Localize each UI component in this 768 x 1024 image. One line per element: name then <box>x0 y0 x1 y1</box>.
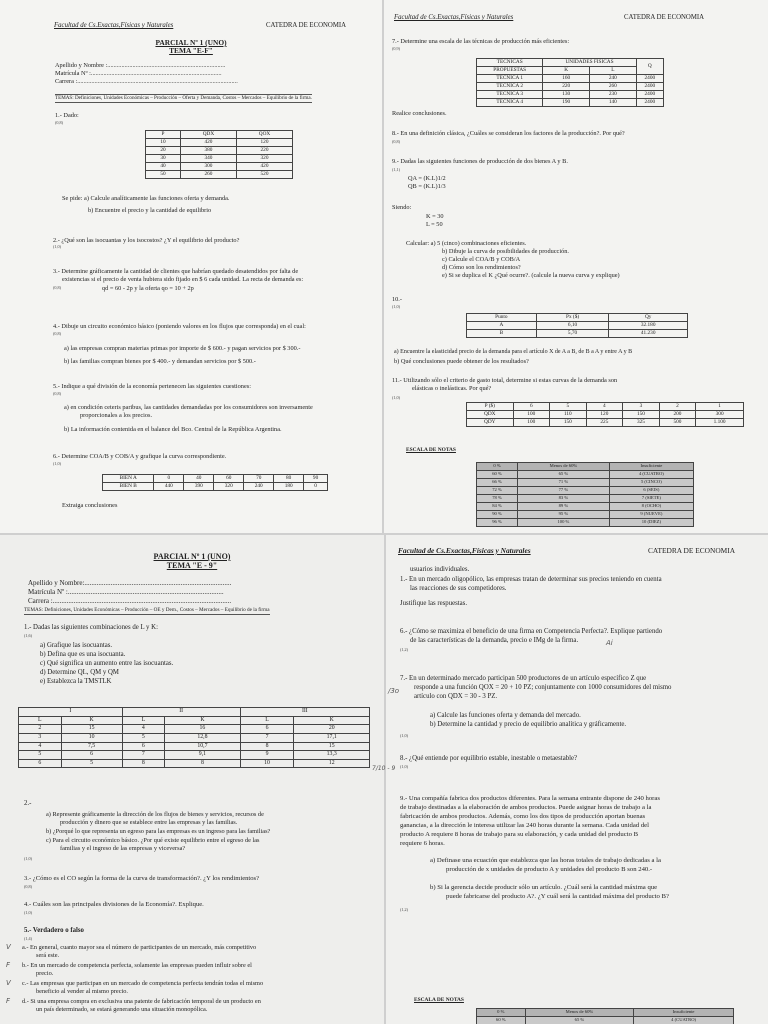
tf-e-line2: las reacciones de sus competidores. <box>410 585 507 592</box>
table-cell: 225 <box>586 419 623 427</box>
question-6-line1: 6.- ¿Cómo se maximiza el beneficio de una firma en Competencia Perfecta?. Explique partiendo <box>400 628 663 635</box>
table-cell: 83 % <box>518 495 610 503</box>
table-cell: 80 <box>274 475 304 483</box>
table-cell: 2400 <box>636 99 663 107</box>
table-cell: BIEN A <box>103 475 154 483</box>
table-cell: TECNICA 3 <box>477 91 543 99</box>
grading-scale-title: ESCALA DE NOTAS <box>414 997 464 1003</box>
table-cell: 60 <box>214 475 244 483</box>
table-cell: 15 <box>61 725 122 734</box>
table-cell: 0 <box>304 483 328 491</box>
question-9-line1: 9.- Una compañía fabrica dos productos diferentes. Para la semana entrante dispone de 240 horas <box>400 795 660 802</box>
question-7-line1: 7.- En un determinado mercado participan 500 productores de un artículo específico Z que <box>400 675 647 682</box>
question-8: 8.- ¿Qué entiende por equilibrio estable, inestable o metaestable? <box>400 755 578 762</box>
table-cell: 8 <box>240 742 294 751</box>
table-cell: 10 (DIEZ) <box>609 519 693 527</box>
table-header: Punto <box>467 314 537 322</box>
question-9-line2: de trabajo destinadas a la elaboración de ambos productos. Puede asignar horas de trabajo a la <box>400 804 652 811</box>
table-header: Menos de 60% <box>525 1009 634 1017</box>
question-10: 10.- <box>392 296 402 303</box>
points-q8: (1,0) <box>400 764 409 769</box>
exam-page-continuation <box>384 0 768 533</box>
table-cell: 10 <box>61 733 122 742</box>
question-9-line6: requiere 6 horas. <box>400 840 445 847</box>
question-7: 7.- Determine una escala de las técnicas de producción más eficientes: <box>392 38 570 45</box>
exam-title: PARCIAL Nº 1 (UNO) <box>153 552 231 561</box>
table-cell: 90 <box>304 475 328 483</box>
table-cell: 420 <box>236 163 292 171</box>
question-2: 2.- <box>24 800 32 807</box>
grading-scale-table <box>476 462 694 527</box>
table-cell: 390 <box>184 483 214 491</box>
table-cell: A <box>467 322 537 330</box>
table-cell: 180 <box>274 483 304 491</box>
table-cell: 6 <box>122 742 165 751</box>
question-1: 1.- Dadas las siguientes combinaciones de L y K: <box>24 624 158 631</box>
function-qa: QA = (K.L)1/2 <box>408 175 446 182</box>
q4-part-b: b) las familias compran bienes por $ 400.- y demandan servicios por $ 500.- <box>64 358 256 365</box>
table-cell: QDX <box>467 411 514 419</box>
table-cell: 89 % <box>518 503 610 511</box>
table-cell: 2 <box>659 403 696 411</box>
question-11-line1: 11.- Utilizando sólo el criterio de gasto total, determine si estas curvas de la demanda son <box>392 377 618 384</box>
table-cell: 50 <box>146 171 181 179</box>
q2-part-c-line1: c) Para el circuito económico básico. ¿Por qué existe equilibrio entre el egreso de las <box>46 837 260 844</box>
tf-b-line2: precio. <box>36 970 54 977</box>
table-cell: 440 <box>154 483 184 491</box>
table-cell: 140 <box>590 99 637 107</box>
points-q2: (1,0) <box>24 856 33 861</box>
table-header: PROPUESTAS <box>477 67 543 75</box>
handwritten-mark: 7/10 - 9 <box>372 765 396 772</box>
table-cell: BIEN B <box>103 483 154 491</box>
question-6: 6.- Determine COA/B y COB/A y grafique la curva correspondiente. <box>53 453 227 460</box>
points-q8: (0,8) <box>392 139 401 144</box>
table-cell: 240 <box>590 75 637 83</box>
table-header: Menos de 60% <box>518 463 610 471</box>
question-9: 9.- Dadas las siguientes funciones de producción de dos bienes A y B. <box>392 158 568 165</box>
table-cell: 95 % <box>518 511 610 519</box>
table-cell: 17,1 <box>294 733 370 742</box>
q1-part-e: e) Establezca la TMSTLK <box>40 678 112 685</box>
question-7-line2: responde a una función QOX = 20 + 10 PZ; conjuntamente con 1000 consumidores del mismo <box>414 684 672 691</box>
chair-name: CATEDRA DE ECONOMIA <box>624 14 705 21</box>
table-cell: 10 <box>240 759 294 768</box>
q5-part-b: b) La información contenida en el balance del Bco. Central de la República Argentina. <box>64 426 282 433</box>
q2-part-b: b) ¿Porqué lo que representa un egreso para las empresas es un ingreso para las familias? <box>46 828 271 835</box>
table-cell: TECNICA 1 <box>477 75 543 83</box>
table-cell: 30 <box>146 155 181 163</box>
table-cell: 65 % <box>518 471 610 479</box>
table-cell: 6 <box>61 751 122 760</box>
table-cell: 100 <box>513 411 550 419</box>
points-q4: (0,8) <box>53 331 62 336</box>
grading-scale-title: ESCALA DE NOTAS <box>406 447 456 453</box>
table-header: 0 % <box>477 463 518 471</box>
table-header: K <box>294 716 370 725</box>
table-cell: 5 <box>550 403 587 411</box>
tf-a-line2: será este. <box>36 952 60 959</box>
question-9-line4: ganancias, a la dirección le interesa utilizar las 240 horas durante la semana. Cada unidad del <box>400 822 650 829</box>
table-cell: 300 <box>696 411 744 419</box>
handwritten-mark: F <box>6 997 11 1005</box>
table-cell: 150 <box>623 411 660 419</box>
value-k: K = 30 <box>426 213 444 220</box>
table-cell: B <box>467 330 537 338</box>
table-cell: 20 <box>294 725 370 734</box>
question-3: 3.- ¿Cómo es el CO según la forma de la curva de transformación?. ¿Y los rendimientos? <box>24 875 260 882</box>
table-cell: 150 <box>550 419 587 427</box>
handwritten-mark: /3o <box>388 687 400 695</box>
tf-a-line1: a.- En general, cuanto mayor sea el número de participantes de un mercado, más competitivo <box>22 944 257 951</box>
table-cell: 71 % <box>518 479 610 487</box>
table-cell: 325 <box>623 419 660 427</box>
q9-part-b-line2: puede fabricarse del producto A?. ¿Y cuál será la cantidad máxima del producto B? <box>446 893 669 900</box>
table-cell: TECNICA 4 <box>477 99 543 107</box>
question-5: 5.- Verdadero o falso <box>24 927 84 934</box>
exam-title: PARCIAL Nº 1 (UNO) <box>155 38 227 47</box>
tf-d-line2: un país determinado, se estará generando una situación monopólica. <box>36 1006 208 1013</box>
name-field: Apellido y Nombre :........................................................................... <box>55 62 226 69</box>
points-q2: (1,0) <box>53 244 62 249</box>
q7-part-a: a) Calcule las funciones oferta y demanda del mercado. <box>430 712 581 719</box>
tf-b-line1: b.- En un mercado de competencia perfecta, solamente las empresas pueden influir sobre el <box>22 962 252 969</box>
table-cell: 420 <box>180 139 236 147</box>
table-header: K <box>61 716 122 725</box>
table-header: 0 % <box>477 1009 526 1017</box>
table-cell: 380 <box>180 147 236 155</box>
table-cell: 110 <box>550 411 587 419</box>
table-cell: 100 <box>513 419 550 427</box>
goods-table <box>102 474 328 491</box>
career-field: Carrera :...................................................................................................... <box>55 78 238 85</box>
grading-scale-table <box>476 1008 734 1024</box>
table-cell: P ($) <box>467 403 514 411</box>
calc-e: e) Si se duplica el K ¿Qué ocurre?. (calcule la nueva curva y explique) <box>442 272 620 279</box>
question-3-line1: 3.- Determine gráficamente la cantidad de clientes que habrían quedado desatendidos por falta de <box>53 268 299 275</box>
table-header: TECNICAS <box>477 59 543 67</box>
question-2: 2.- ¿Qué son las isocuantas y los isocostos? ¿Y el equilibrio del producto? <box>53 237 240 244</box>
faculty-name: Facultad de Cs.Exactas,Físicas y Naturales <box>394 14 514 21</box>
table-cell: 320 <box>214 483 244 491</box>
points-q9: (1,1) <box>392 167 401 172</box>
table-cell: 96 % <box>477 519 518 527</box>
table-header: QDX <box>180 131 236 139</box>
table-header: L <box>590 67 637 75</box>
question-6-line2: de las características de la demanda, precio e IMg de la firma. <box>410 637 579 644</box>
q2-part-c-line2: familias y el ingreso de las empresas y viceversa? <box>60 845 186 852</box>
table-cell: 15 <box>294 742 370 751</box>
points-q9: (1,2) <box>400 907 409 912</box>
id-field: Matrícula Nº :......................................................................................... <box>28 588 224 596</box>
question-11-line2: elásticas o inelásticas. Por qué? <box>412 385 492 392</box>
calc-a: Calcular: a) 5 (cinco) combinaciones eficientes. <box>406 240 527 247</box>
name-field: Apellido y Nombre:.................................................................................... <box>28 579 232 587</box>
table-cell: 160 <box>543 75 590 83</box>
q10-part-a: a) Encuentre la elasticidad precio de la demanda para el artículo X de A a B, de B a A y entre A y B <box>394 349 633 355</box>
conclusions-note: Realice conclusiones. <box>392 110 447 117</box>
points-q3: (0,8) <box>24 884 33 889</box>
calc-d: d) Cómo son los rendimientos? <box>442 264 521 271</box>
table-header: P <box>146 131 181 139</box>
id-field: Matrícula Nº :................................................................................... <box>55 70 222 77</box>
points-q5: (1,4) <box>24 936 33 941</box>
continued-text: usuarios individuales. <box>410 566 470 573</box>
exam-page-continuation-2 <box>386 535 768 1024</box>
table-cell: QDY <box>467 419 514 427</box>
expenditure-table <box>466 402 744 427</box>
handwritten-mark: Ai <box>606 639 613 647</box>
q5-part-a-line1: a) en condición ceteris paribus, las cantidades demandadas por los consumidores son inversamente <box>64 404 313 411</box>
tf-c-line1: c.- Las empresas que participan en un mercado de competencia perfecta tendrán todas el mismo <box>22 980 264 987</box>
table-cell: 1 <box>696 403 744 411</box>
exam-subtitle: TEMA "E - 9" <box>166 561 218 570</box>
table-cell: 260 <box>180 171 236 179</box>
q2-part-a-line2: producción y dinero que se establece entre las empresas y las familias. <box>60 819 238 826</box>
table-cell: 5 (CINCO) <box>609 479 693 487</box>
table-cell: 2 <box>19 725 62 734</box>
tf-c-line2: beneficio al vender al mismo precio. <box>36 988 128 995</box>
table-cell: 220 <box>236 147 292 155</box>
table-cell: 40 <box>184 475 214 483</box>
table-cell: 10 <box>146 139 181 147</box>
question-3-line3: qd = 60 - 2p y la oferta qo = 10 + 2p <box>102 285 194 292</box>
table-cell: 7 <box>122 751 165 760</box>
table-header: K <box>165 716 241 725</box>
table-cell: 41.230 <box>609 330 688 338</box>
q5-part-a-line2: proporcionales a los precios. <box>80 412 153 419</box>
table-cell: 84 % <box>477 503 518 511</box>
question-4: 4.- Dibuje un circuito económico básico (poniendo valores en los flujos que corresponda) en el cual: <box>53 323 306 330</box>
points-q11: (1,0) <box>392 395 401 400</box>
question-9-line3: fabricación de ambos productos. Además, como los dos tipos de producción aportan buenas <box>400 813 646 820</box>
table-header: Insuficiente <box>634 1009 734 1017</box>
table-header: Px ($) <box>536 314 609 322</box>
table-cell: 12 <box>294 759 370 768</box>
table-cell: 16 <box>165 725 241 734</box>
points-q1: (0,8) <box>55 120 64 125</box>
table-cell: 5 <box>61 759 122 768</box>
table-cell: 2400 <box>636 91 663 99</box>
table-cell: 500 <box>659 419 696 427</box>
points-q1: (1,6) <box>24 633 33 638</box>
table-cell: 3 <box>623 403 660 411</box>
table-group-header: III <box>240 708 369 717</box>
table-group-header: II <box>122 708 240 717</box>
q1-part-a: Se pide: a) Calcule analíticamente las funciones oferta y demanda. <box>62 195 230 202</box>
handwritten-mark: V <box>6 943 11 951</box>
q1-part-b: b) Defina que es una isocuanta. <box>40 651 126 658</box>
tf-d-line1: d.- Si una empresa compra en exclusiva una patente de fabricación temporal de un producto en <box>22 998 261 1005</box>
table-cell: 120 <box>236 139 292 147</box>
table-cell: 78 % <box>477 495 518 503</box>
table-cell: 6 (SEIS) <box>609 487 693 495</box>
q7-part-b: b) Determine la cantidad y precio de equilibrio analítica y gráficamente. <box>430 721 627 728</box>
table-cell: 120 <box>586 411 623 419</box>
table-cell: 6 <box>19 759 62 768</box>
table-cell: 300 <box>180 163 236 171</box>
table-cell: 520 <box>236 171 292 179</box>
justify-note: Justifique las respuestas. <box>400 600 468 607</box>
points-q3: (0,8) <box>53 285 62 290</box>
table-cell: 6,10 <box>536 322 609 330</box>
career-field: Carrera :...................................................................................................... <box>28 597 232 605</box>
table-group-header: I <box>19 708 123 717</box>
q2-part-a-line1: a) Represente gráficamente la dirección de los flujos de bienes y servicios, recursos de <box>46 811 264 818</box>
exam-subtitle: TEMA "E-F" <box>169 46 213 55</box>
table-cell: 340 <box>180 155 236 163</box>
q10-part-b: b) Qué conclusiones puede obtener de los resultados? <box>394 358 529 365</box>
table-header: Qy <box>609 314 688 322</box>
table-cell: 66 % <box>477 479 518 487</box>
q1-part-a: a) Grafique las isocuantas. <box>40 642 113 649</box>
points-q7: (1,0) <box>400 733 409 738</box>
table-cell: 9,1 <box>165 751 241 760</box>
table-cell: 240 <box>244 483 274 491</box>
faculty-name: Facultad de Cs.Exactas,Físicas y Naturales <box>398 546 531 555</box>
table-header: Insuficiente <box>609 463 693 471</box>
table-cell: 7 <box>240 733 294 742</box>
table-cell: 190 <box>543 99 590 107</box>
q9-part-b-line1: b) Si la gerencia decide producir sólo un artículo. ¿Cuál será la cantidad máxima que <box>430 884 658 891</box>
points-q4: (1,0) <box>24 910 33 915</box>
q9-part-a-line2: producción de x unidades de producto A y unidades del producto B son 240.- <box>446 866 653 873</box>
conclusions-note: Extraiga conclusiones <box>62 502 118 509</box>
table-cell: 9 (NUEVE) <box>609 511 693 519</box>
table-cell: 60 % <box>477 1017 526 1024</box>
isoquant-table <box>18 707 370 768</box>
table-cell: 100 % <box>518 519 610 527</box>
function-qb: QB = (K.L)1/3 <box>408 183 446 190</box>
q1-part-b: b) Encuentre el precio y la cantidad de equilibrio <box>88 207 212 214</box>
table-cell: TECNICA 2 <box>477 83 543 91</box>
exam-page-tema-e-9 <box>0 535 384 1024</box>
table-cell: 4 <box>122 725 165 734</box>
tf-e-line1: 1.- En un mercado oligopólico, las empresas tratan de determinar sus precios teniendo en cuenta <box>400 576 662 583</box>
table-cell: 2400 <box>636 75 663 83</box>
table-cell: 60 % <box>477 471 518 479</box>
table-cell: 7,5 <box>61 742 122 751</box>
question-7-line3: artículo con QDX = 30 - 3 PZ. <box>414 693 498 700</box>
table-cell: 8 (OCHO) <box>609 503 693 511</box>
handwritten-mark: F <box>6 961 11 969</box>
table-cell: 7 (SIETE) <box>609 495 693 503</box>
table-cell: 5 <box>19 751 62 760</box>
table-header: Q <box>636 59 663 75</box>
table-cell: 1.100 <box>696 419 744 427</box>
table-cell: 6 <box>513 403 550 411</box>
table-cell: 12,8 <box>165 733 241 742</box>
table-cell: 6 <box>240 725 294 734</box>
elasticity-table <box>466 313 688 338</box>
table-header: QOX <box>236 131 292 139</box>
points-q7: (0,9) <box>392 46 401 51</box>
table-cell: 5 <box>122 733 165 742</box>
table-cell: 8 <box>165 759 241 768</box>
table-cell: 0 <box>154 475 184 483</box>
question-3-line2: existencias si el precio de venta hubiera sido fijado en $ 6 cada unidad. La recta de demanda es: <box>62 276 304 283</box>
table-cell: 220 <box>543 83 590 91</box>
table-cell: 72 % <box>477 487 518 495</box>
table-cell: 20 <box>146 147 181 155</box>
table-cell: 4 (CUATRO) <box>634 1017 734 1024</box>
faculty-name: Facultad de Cs.Exactas,Físicas y Naturales <box>54 22 174 29</box>
q1-part-d: d) Determine QL, QM y QM <box>40 669 119 676</box>
exam-page-tema-e-f <box>0 0 382 533</box>
q9-part-a-line1: a) Definase una ecuación que establezca que las horas totales de trabajo dedicadas a la <box>430 857 661 864</box>
q1-part-c: c) Qué significa un aumento entre las isocuantas. <box>40 660 174 667</box>
chair-name: CATEDRA DE ECONOMIA <box>266 22 347 29</box>
question-1: 1.- Dado: <box>55 112 79 119</box>
value-l: L = 50 <box>426 221 443 228</box>
table-cell: 4 <box>586 403 623 411</box>
points-q10: (1,0) <box>392 304 401 309</box>
table-cell: 10,7 <box>165 742 241 751</box>
table-cell: 130 <box>543 91 590 99</box>
handwritten-mark: V <box>6 979 11 987</box>
table-cell: 65 % <box>525 1017 634 1024</box>
table-cell: 260 <box>590 83 637 91</box>
table-cell: 9 <box>240 751 294 760</box>
table-cell: 70 <box>244 475 274 483</box>
table-header: L <box>240 716 294 725</box>
table-cell: 2400 <box>636 83 663 91</box>
calc-c: c) Calcule el COA/B y COB/A <box>442 256 521 263</box>
table-header: K <box>543 67 590 75</box>
techniques-table <box>476 58 664 107</box>
table-cell: 32.180 <box>609 322 688 330</box>
points-q6: (1,2) <box>400 647 409 652</box>
question-8: 8.- En una definición clásica, ¿Cuáles se consideran los factores de la producción?. Por qué? <box>392 130 625 137</box>
siendo-label: Siendo: <box>392 204 412 211</box>
points-q5: (0,8) <box>53 391 62 396</box>
table-cell: 13,3 <box>294 751 370 760</box>
points-q6: (1,0) <box>53 461 62 466</box>
table-cell: 40 <box>146 163 181 171</box>
supply-demand-table <box>145 130 293 179</box>
table-cell: 4 (CUATRO) <box>609 471 693 479</box>
table-cell: 8 <box>122 759 165 768</box>
chair-name: CATEDRA DE ECONOMIA <box>648 546 736 555</box>
table-cell: 90 % <box>477 511 518 519</box>
calc-b: b) Dibuje la curva de posibilidades de producción. <box>442 248 569 255</box>
table-cell: 77 % <box>518 487 610 495</box>
table-cell: 4 <box>19 742 62 751</box>
table-header: L <box>122 716 165 725</box>
table-cell: 5,70 <box>536 330 609 338</box>
table-cell: 320 <box>236 155 292 163</box>
question-5: 5.- Indique a qué división de la economía pertenecen las siguientes cuestiones: <box>53 383 251 390</box>
question-9-line5: producto A requiere 8 horas de trabajo para su elaboración, y cada unidad del producto B <box>400 831 639 838</box>
table-cell: 3 <box>19 733 62 742</box>
table-header: L <box>19 716 62 725</box>
table-cell: 230 <box>590 91 637 99</box>
table-cell: 200 <box>659 411 696 419</box>
q4-part-a: a) las empresas compran materias primas por importe de $ 600.- y pagan servicios por $ 300.- <box>64 345 301 352</box>
topics-line: TEMAS: Definiciones, Unidades Económicas – Producción – Oferta y Demanda, Costos – Mercados – Equilibrio de la firma. <box>55 95 312 101</box>
topics-line: TEMAS: Definiciones, Unidades Económicas – Producción – OE y Dem., Costos – Mercados – Equilibrio de la firma <box>24 607 270 613</box>
table-header: UNIDADES FISICAS <box>543 59 636 67</box>
question-4: 4.- Cuáles son las principales divisiones de la Economía?. Explique. <box>24 901 204 908</box>
